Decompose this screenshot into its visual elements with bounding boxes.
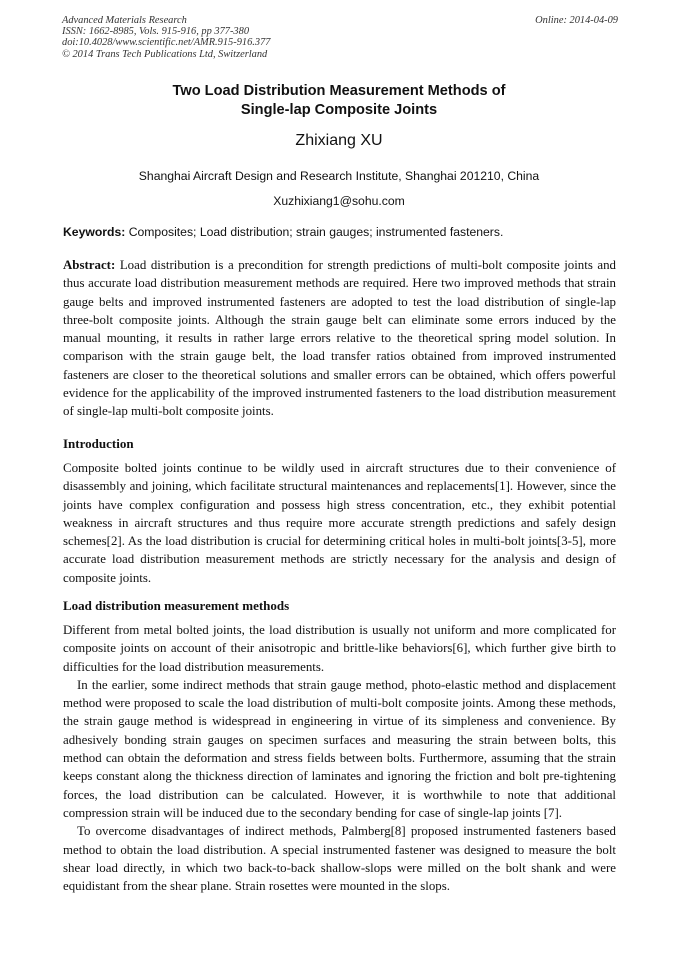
title-line-1: Two Load Distribution Measurement Methods of: [172, 83, 506, 99]
title-line-2: Single-lap Composite Joints: [240, 102, 438, 118]
doi-line: doi:10.4028/www.scientific.net/AMR.915-916.377: [62, 37, 271, 49]
paper-title: [62, 82, 616, 120]
journal-name: Advanced Materials Research: [62, 15, 187, 26]
author-name: Zhixiang XU: [295, 132, 383, 149]
load-methods-paragraph-1: Different from metal bolted joints, the load distribution is usually not uniform and more complicated for composite joints on account of their anisotropic and brittle-like behaviors[6], which further give birth to difficulties for the load distribution measurements.: [63, 623, 616, 674]
issn-line: ISSN: 1662-8985, Vols. 915-916, pp 377-380: [62, 26, 250, 38]
abstract: [63, 256, 616, 421]
introduction-paragraph-1: Composite bolted joints continue to be wildly used in aircraft structures due to their convenience of disassembly and joining, which facilitate structural maintenances and replacements[1]. However, since the joints have complex configuration and possess high stress concentration, etc., they exhibit potential weakness in aircraft structures and thus require more accurate strength predictions and safely design schemes[2]. As the load distribution is crucial for determining critical holes in multi-bolt joints[3-5], more accurate load distribution measurement methods are strictly necessary for the analysis and design of composite joints.: [63, 461, 616, 585]
journal-header: [62, 15, 618, 60]
abstract-text: Load distribution is a precondition for strength predictions of multi-bolt composite joints and thus accurate load distribution measurement methods are required. Here two improved methods that strain gauge belts and improved instrumented fasteners are adopted to test the load distribution of single-lap three-bolt composite joints. Although the strain gauge belt can eliminate some errors induced by the manual mounting, it results in rather large errors relative to the theoretical spring model solution. In comparison with the strain gauge belt, the load transfer ratios obtained from improved instrumented fasteners are closer to the theoretical solutions and smaller errors can be obtained, which offers powerful evidence for the applicability of the improved instrumented fasteners to the load distribution measurement of single-lap multi-bolt composite joints.: [63, 258, 616, 419]
keywords: [63, 224, 616, 240]
copyright-line: © 2014 Trans Tech Publications Ltd, Switzerland: [62, 48, 268, 60]
introduction-section: [63, 459, 616, 587]
keywords-label: Keywords:: [63, 225, 126, 239]
keywords-text: Composites; Load distribution; strain gauges; instrumented fasteners.: [128, 225, 504, 239]
author-email: Xuzhixiang1@sohu.com: [273, 194, 405, 208]
abstract-label: Abstract:: [63, 258, 116, 272]
author-affiliation: Shanghai Aircraft Design and Research Institute, Shanghai 201210, China: [138, 169, 540, 183]
introduction-heading: Introduction: [63, 436, 134, 451]
load-methods-section: [63, 621, 616, 895]
load-methods-paragraph-2: In the earlier, some indirect methods that strain gauge method, photo-elastic method and displacement method were proposed to scale the load distribution of multi-bolt composite joints. Among these methods, the strain gauge method is widespread in engineering in virtue of its simpleness and convenience. By adhesively bonding strain gauges on specimen surfaces and measuring the strain between bolts, this method can obtain the deformation and stress fields between bolts. Furthermore, assuming that the strain keeps constant along the thickness direction of laminates and ignoring the friction and bolt pre-tightening forces, the load distribution can be calculated. However, it is worthwhile to note that additional compression strain will be induced due to the secondary bending for case of single-lap joints [7].: [63, 677, 616, 820]
online-date: Online: 2014-04-09: [535, 15, 618, 26]
abstract-paragraph: [63, 256, 616, 421]
load-methods-heading: Load distribution measurement methods: [63, 598, 290, 613]
load-methods-paragraph-3: To overcome disadvantages of indirect methods, Palmberg[8] proposed instrumented fasteners based method to obtain the load distribution. A special instrumented fastener was designed to measure the bolt shear load directly, in which two back-to-back shallow-slops were milled on the bolt shank and were equidistant from the shear plane. Strain rosettes were mounted in the slops.: [63, 824, 616, 894]
